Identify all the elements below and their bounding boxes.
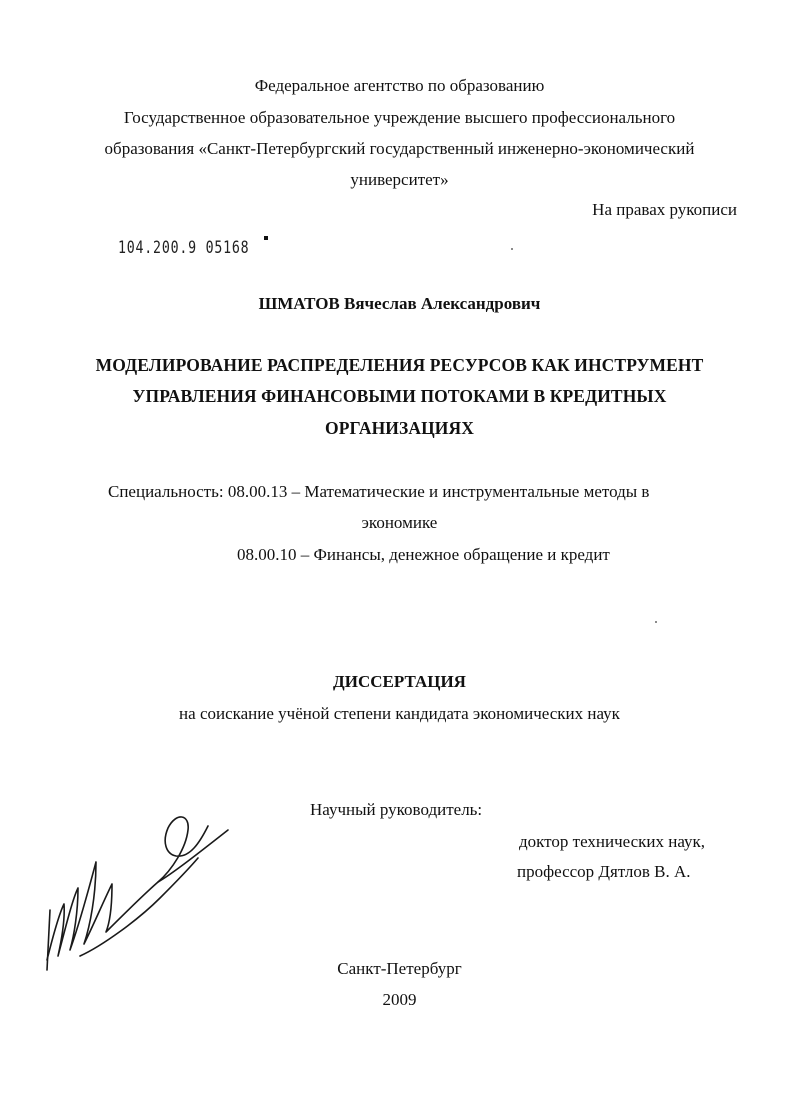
- author-name: ШМАТОВ Вячеслав Александрович: [258, 294, 541, 313]
- manuscript-note: На правах рукописи: [592, 200, 737, 219]
- specialty-line-3: 08.00.10 – Финансы, денежное обращение и кредит: [237, 545, 610, 564]
- thesis-type: ДИССЕРТАЦИЯ: [333, 672, 466, 691]
- title-line-3: ОРГАНИЗАЦИЯХ: [325, 418, 474, 438]
- title-line-2: УПРАВЛЕНИЯ ФИНАНСОВЫМИ ПОТОКАМИ В КРЕДИТНЫХ: [132, 386, 667, 406]
- supervisor-name: профессор Дятлов В. А.: [517, 862, 691, 881]
- scan-speck: [655, 621, 657, 623]
- institution-line-3: университет»: [350, 170, 449, 189]
- handwritten-signature: [40, 800, 240, 980]
- city: Санкт-Петербург: [337, 959, 462, 978]
- specialty-line-2: экономике: [361, 513, 438, 532]
- thesis-degree: на соискание учёной степени кандидата экономических наук: [179, 704, 620, 723]
- scan-speck: [511, 248, 513, 250]
- agency-name: Федеральное агентство по образованию: [254, 76, 545, 95]
- institution-line-1: Государственное образовательное учреждение высшего профессионального: [123, 108, 676, 127]
- institution-line-2: образования «Санкт-Петербургский государственный инженерно-экономический: [104, 139, 695, 158]
- stamp-mark: [264, 236, 268, 240]
- archive-stamp-number: 104.200.9 05168: [118, 238, 250, 258]
- specialty-line-1: Специальность: 08.00.13 – Математические и инструментальные методы в: [108, 482, 650, 501]
- supervisor-label: Научный руководитель:: [310, 800, 483, 819]
- supervisor-degree: доктор технических наук,: [519, 832, 706, 851]
- title-line-1: МОДЕЛИРОВАНИЕ РАСПРЕДЕЛЕНИЯ РЕСУРСОВ КАК ИНСТРУМЕНТ: [95, 355, 704, 375]
- year: 2009: [382, 990, 417, 1009]
